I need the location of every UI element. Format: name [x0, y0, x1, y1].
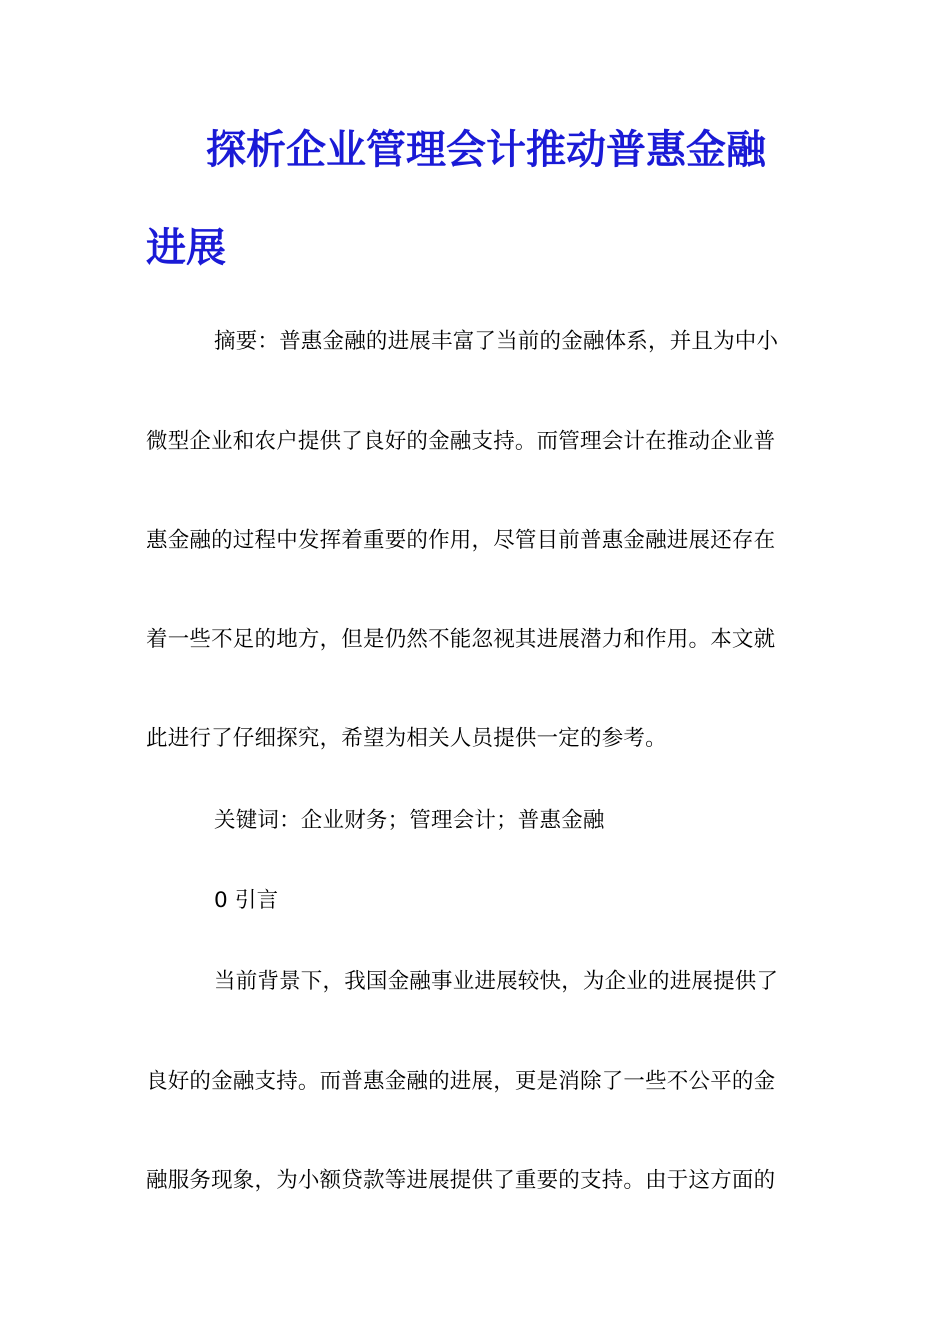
- document-title-line-2: 进展: [146, 224, 226, 271]
- intro-line-3: 融服务现象，为小额贷款等进展提供了重要的支持。由于这方面的: [146, 1168, 776, 1193]
- abstract-line-2: 微型企业和农户提供了良好的金融支持。而管理会计在推动企业普: [146, 429, 776, 454]
- abstract-line-5: 此进行了仔细探究，希望为相关人员提供一定的参考。: [146, 726, 667, 751]
- document-title-line-1: 探析企业管理会计推动普惠金融: [206, 126, 766, 173]
- intro-line-2: 良好的金融支持。而普惠金融的进展，更是消除了一些不公平的金: [146, 1069, 776, 1094]
- abstract-line-4: 着一些不足的地方，但是仍然不能忽视其进展潜力和作用。本文就: [146, 627, 776, 652]
- section-heading: 0 引言: [214, 888, 279, 913]
- abstract-line-1: 摘要：普惠金融的进展丰富了当前的金融体系，并且为中小: [214, 329, 779, 354]
- intro-line-1: 当前背景下，我国金融事业进展较快，为企业的进展提供了: [214, 969, 779, 994]
- keywords-line: 关键词：企业财务；管理会计；普惠金融: [214, 808, 605, 833]
- abstract-line-3: 惠金融的过程中发挥着重要的作用，尽管目前普惠金融进展还存在: [146, 528, 776, 553]
